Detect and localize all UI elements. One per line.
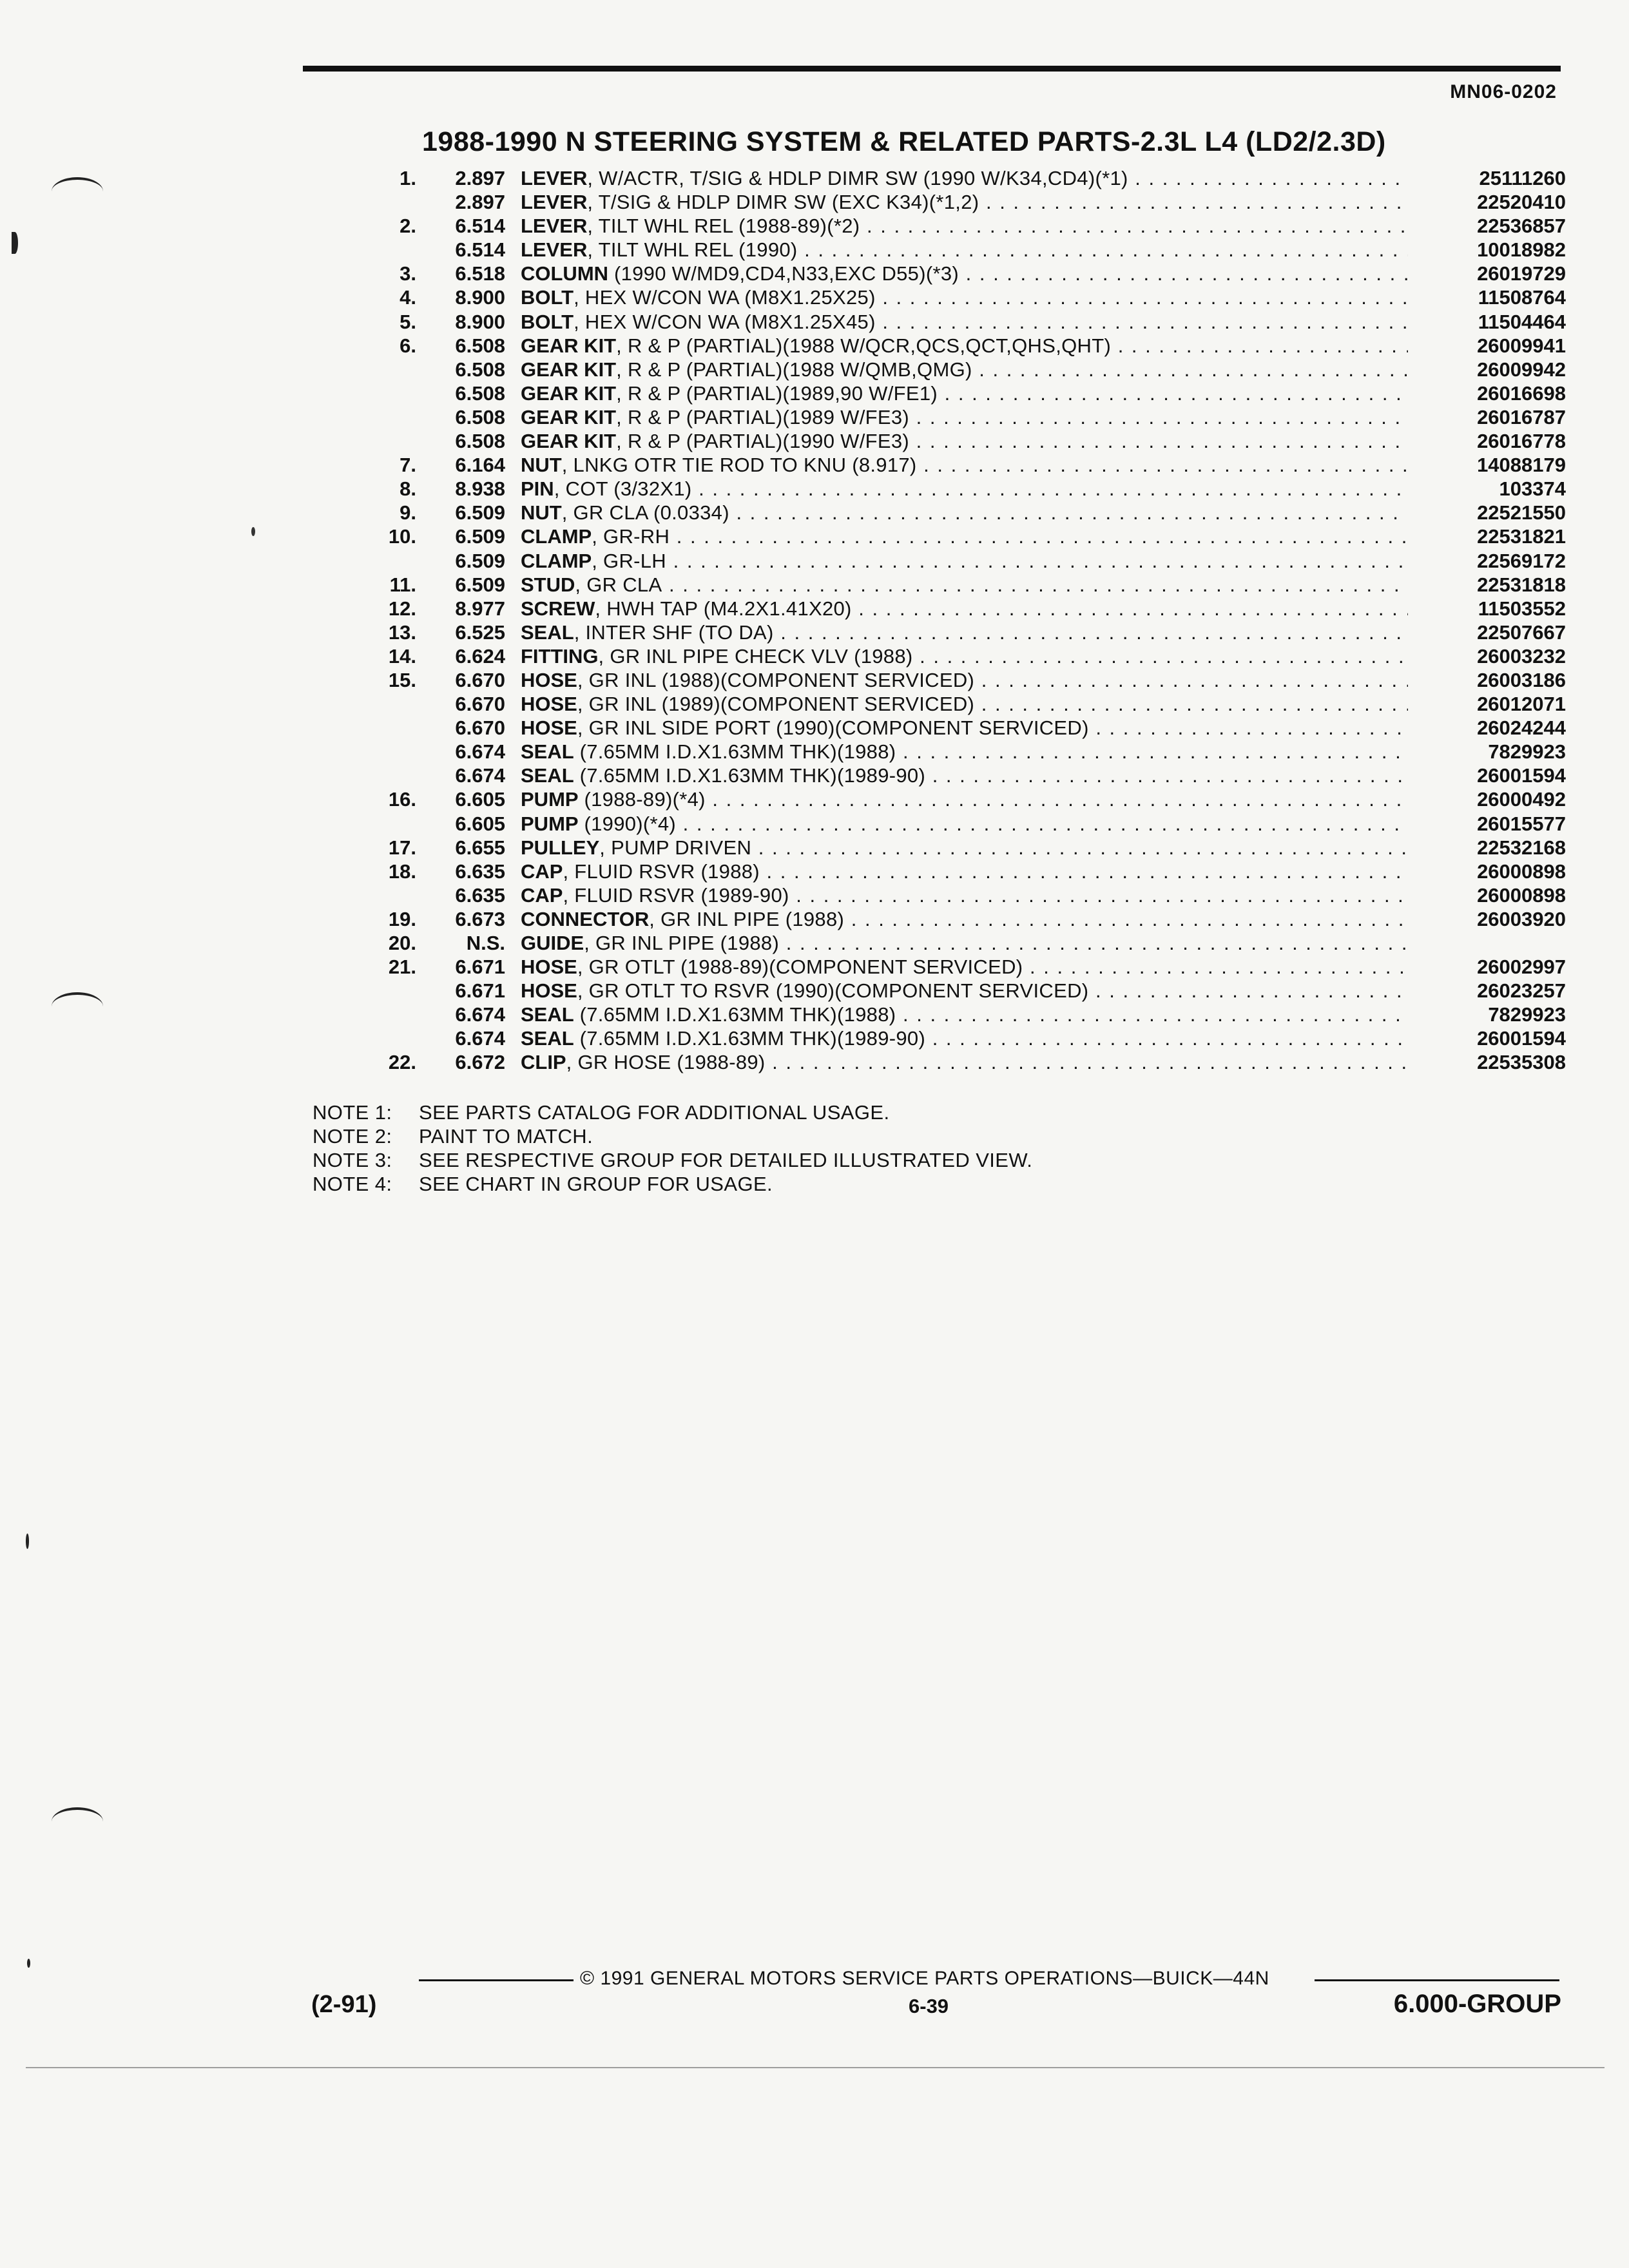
footer-page-number: 6-39 xyxy=(909,1995,949,2017)
ref-number: 5. xyxy=(400,310,416,333)
part-detail: , GR-LH xyxy=(592,549,666,572)
note-row xyxy=(313,1124,1032,1148)
part-detail: , R & P (PARTIAL)(1990 W/FE3) xyxy=(616,430,910,453)
part-name: PUMP xyxy=(521,788,579,811)
part-detail: , GR HOSE (1988-89) xyxy=(566,1051,766,1074)
parts-row xyxy=(361,285,1566,309)
part-detail: , HEX W/CON WA (M8X1.25X45) xyxy=(574,310,876,333)
note-text: SEE RESPECTIVE GROUP FOR DETAILED ILLUSTRATED VIEW. xyxy=(419,1149,1033,1171)
group-number: 6.509 xyxy=(455,549,505,572)
group-number: 8.977 xyxy=(455,597,505,620)
part-detail: , W/ACTR, T/SIG & HDLP DIMR SW (1990 W/K34,CD4)(*1) xyxy=(587,167,1128,189)
scan-speck xyxy=(27,1959,30,1968)
parts-row xyxy=(361,334,1566,358)
parts-row xyxy=(361,764,1566,787)
parts-row xyxy=(361,381,1566,405)
part-number: 26003232 xyxy=(1477,644,1566,668)
part-description xyxy=(521,405,1408,429)
part-description xyxy=(521,716,1408,740)
parts-row xyxy=(361,620,1566,644)
part-detail: , GR INL PIPE (1988) xyxy=(649,907,845,930)
part-detail: , TILT WHL REL (1990) xyxy=(587,238,798,262)
part-detail: , GR INL (1988)(COMPONENT SERVICED) xyxy=(577,668,975,691)
part-detail: , GR OTLT TO RSVR (1990)(COMPONENT SERVICED) xyxy=(577,979,1089,1003)
part-description xyxy=(521,860,1408,883)
parts-row xyxy=(361,190,1566,214)
group-number: 6.670 xyxy=(455,693,505,716)
part-number: 10018982 xyxy=(1477,238,1566,262)
part-number: 11508764 xyxy=(1478,286,1566,309)
part-name: CAP xyxy=(521,883,563,907)
note-label: NOTE 1: xyxy=(313,1101,392,1124)
part-detail: , LNKG OTR TIE ROD TO KNU (8.917) xyxy=(561,454,917,477)
part-name: BOLT xyxy=(521,310,574,333)
part-name: CONNECTOR xyxy=(521,907,650,930)
parts-row xyxy=(361,501,1566,524)
group-number: 6.525 xyxy=(455,620,505,644)
parts-row xyxy=(361,740,1566,764)
page-title: 1988-1990 N STEERING SYSTEM & RELATED PARTS-2.3L L4 (LD2/2.3D) xyxy=(422,126,1386,157)
part-name: LEVER xyxy=(521,215,588,238)
group-number: 6.674 xyxy=(455,740,505,764)
part-name: CLIP xyxy=(521,1051,566,1074)
part-detail: , GR INL (1989)(COMPONENT SERVICED) xyxy=(577,693,975,716)
part-name: HOSE xyxy=(521,668,577,691)
footer-copyright: © 1991 GENERAL MOTORS SERVICE PARTS OPERATIONS—BUICK—44N xyxy=(580,1968,1269,1989)
part-description xyxy=(521,836,1408,860)
ref-number: 11. xyxy=(389,573,416,596)
ref-number: 21. xyxy=(388,956,416,979)
part-description xyxy=(521,597,1408,620)
group-number: 6.509 xyxy=(455,573,505,596)
part-number: 22569172 xyxy=(1477,549,1566,572)
parts-row xyxy=(361,453,1566,477)
group-number: 6.514 xyxy=(455,238,505,262)
part-description xyxy=(521,262,1408,285)
part-detail: , GR INL PIPE (1988) xyxy=(584,932,780,954)
group-number: 6.635 xyxy=(455,860,505,883)
group-number: 6.672 xyxy=(455,1051,505,1074)
part-detail: (7.65MM I.D.X1.63MM THK)(1989-90) xyxy=(574,1027,926,1050)
parts-row xyxy=(361,166,1566,190)
part-number: 7829923 xyxy=(1488,740,1566,764)
ref-number: 3. xyxy=(400,262,416,285)
part-detail: (7.65MM I.D.X1.63MM THK)(1988) xyxy=(574,1003,896,1026)
group-number: 6.670 xyxy=(455,716,505,740)
part-description xyxy=(521,1050,1408,1074)
ref-number: 6. xyxy=(400,334,416,357)
part-name: BOLT xyxy=(521,286,574,309)
ref-number: 17. xyxy=(388,836,416,859)
binder-hole-mark xyxy=(52,992,103,1021)
note-text: SEE CHART IN GROUP FOR USAGE. xyxy=(419,1173,773,1195)
part-detail: , GR INL SIDE PORT (1990)(COMPONENT SERVICED) xyxy=(577,716,1089,740)
part-number: 26003920 xyxy=(1477,907,1566,930)
part-detail: , R & P (PARTIAL)(1989 W/FE3) xyxy=(616,405,910,428)
ref-number: 20. xyxy=(388,932,416,954)
part-name: SEAL xyxy=(521,620,574,644)
note-label: NOTE 4: xyxy=(313,1173,392,1195)
document-code: MN06-0202 xyxy=(1450,81,1557,102)
note-row xyxy=(313,1100,1032,1124)
part-name: HOSE xyxy=(521,716,577,740)
part-number: 26012071 xyxy=(1477,693,1566,716)
part-description xyxy=(521,285,1408,309)
group-number: 8.900 xyxy=(455,286,505,309)
group-number: 6.508 xyxy=(455,358,505,381)
ref-number: 1. xyxy=(400,167,416,189)
group-number: 6.674 xyxy=(455,764,505,787)
part-description xyxy=(521,453,1408,477)
part-description xyxy=(521,787,1408,811)
parts-row xyxy=(361,405,1566,429)
ref-number: 4. xyxy=(400,286,416,309)
group-number: 8.938 xyxy=(455,477,505,501)
part-number: 22531818 xyxy=(1477,573,1566,596)
ref-number: 7. xyxy=(400,454,416,477)
part-number: 25111260 xyxy=(1479,167,1566,189)
part-name: SEAL xyxy=(521,1027,574,1050)
part-number: 26009942 xyxy=(1477,358,1566,381)
parts-row xyxy=(361,860,1566,883)
part-name: COLUMN xyxy=(521,262,609,285)
footer-group: 6.000-GROUP xyxy=(1393,1990,1561,2018)
part-name: LEVER xyxy=(521,191,588,214)
part-description xyxy=(521,740,1408,764)
group-number: 6.509 xyxy=(455,525,505,548)
part-name: SCREW xyxy=(521,597,595,620)
note-label: NOTE 3: xyxy=(313,1149,392,1171)
part-name: GEAR KIT xyxy=(521,358,617,381)
group-number: 6.508 xyxy=(455,334,505,357)
parts-row xyxy=(361,262,1566,285)
part-detail: , GR CLA (0.0334) xyxy=(561,501,729,524)
parts-row xyxy=(361,1050,1566,1074)
ref-number: 9. xyxy=(400,501,416,524)
part-description xyxy=(521,524,1408,548)
group-number: 6.518 xyxy=(455,262,505,285)
part-number: 22532168 xyxy=(1477,836,1566,859)
parts-row xyxy=(361,477,1566,501)
part-detail: (1988-89)(*4) xyxy=(578,788,706,811)
part-detail: , HEX W/CON WA (M8X1.25X25) xyxy=(574,286,876,309)
part-number: 22521550 xyxy=(1477,501,1566,524)
part-name: PULLEY xyxy=(521,836,600,859)
part-description xyxy=(521,573,1408,597)
part-name: NUT xyxy=(521,454,562,477)
part-description xyxy=(521,166,1408,190)
part-detail: , GR INL PIPE CHECK VLV (1988) xyxy=(598,644,913,668)
scan-speck xyxy=(26,1533,29,1549)
ref-number: 12. xyxy=(388,597,416,620)
group-number: 6.605 xyxy=(455,788,505,811)
parts-row xyxy=(361,931,1566,955)
parts-row xyxy=(361,692,1566,716)
part-number: 26009941 xyxy=(1477,334,1566,357)
note-label: NOTE 2: xyxy=(313,1125,392,1148)
part-detail: , HWH TAP (M4.2X1.41X20) xyxy=(595,597,852,620)
part-detail: , R & P (PARTIAL)(1988 W/QMB,QMG) xyxy=(616,358,972,381)
part-detail: , T/SIG & HDLP DIMR SW (EXC K34)(*1,2) xyxy=(587,191,979,214)
part-description xyxy=(521,429,1408,453)
part-description xyxy=(521,812,1408,836)
group-number: 6.674 xyxy=(455,1027,505,1050)
group-number: 2.897 xyxy=(455,167,505,189)
part-description xyxy=(521,381,1408,405)
parts-row xyxy=(361,573,1566,597)
part-name: GUIDE xyxy=(521,932,584,954)
part-description xyxy=(521,501,1408,524)
parts-row xyxy=(361,358,1566,381)
part-number: 26024244 xyxy=(1477,716,1566,740)
part-description xyxy=(521,238,1408,262)
part-detail: , FLUID RSVR (1988) xyxy=(563,860,760,883)
part-number: 26016698 xyxy=(1477,381,1566,405)
group-number: 6.670 xyxy=(455,668,505,691)
note-text: PAINT TO MATCH. xyxy=(419,1125,593,1148)
part-detail: , GR OTLT (1988-89)(COMPONENT SERVICED) xyxy=(577,956,1023,979)
group-number: 6.655 xyxy=(455,836,505,859)
parts-row xyxy=(361,979,1566,1003)
parts-row xyxy=(361,955,1566,979)
scan-speck xyxy=(251,527,255,536)
part-detail: , TILT WHL REL (1988-89)(*2) xyxy=(587,215,860,238)
ref-number: 15. xyxy=(388,668,416,691)
part-description xyxy=(521,334,1408,358)
bottom-rule xyxy=(26,2067,1605,2068)
part-detail: (7.65MM I.D.X1.63MM THK)(1988) xyxy=(574,740,896,764)
parts-row xyxy=(361,238,1566,262)
part-name: LEVER xyxy=(521,167,588,189)
part-description xyxy=(521,477,1408,501)
footer-date-code: (2-91) xyxy=(311,1991,377,2018)
parts-row xyxy=(361,716,1566,740)
parts-row xyxy=(361,907,1566,931)
parts-row xyxy=(361,429,1566,453)
part-description xyxy=(521,907,1408,931)
part-name: GEAR KIT xyxy=(521,334,617,357)
parts-row xyxy=(361,644,1566,668)
part-name: GEAR KIT xyxy=(521,405,617,428)
part-description xyxy=(521,190,1408,214)
part-number: 26016778 xyxy=(1477,430,1566,453)
part-number: 26001594 xyxy=(1477,764,1566,787)
part-number: 26002997 xyxy=(1477,956,1566,979)
footer-rule-left xyxy=(419,1979,574,1981)
group-number: 6.624 xyxy=(455,644,505,668)
binder-hole-mark xyxy=(52,177,103,206)
part-detail: (1990 W/MD9,CD4,N33,EXC D55)(*3) xyxy=(608,262,959,285)
part-number: 22520410 xyxy=(1477,191,1566,214)
ref-number: 13. xyxy=(388,620,416,644)
parts-row xyxy=(361,597,1566,620)
part-description xyxy=(521,692,1408,716)
part-number: 26001594 xyxy=(1477,1027,1566,1050)
notes-section xyxy=(313,1100,1032,1196)
part-name: SEAL xyxy=(521,1003,574,1026)
part-name: SEAL xyxy=(521,740,574,764)
part-name: GEAR KIT xyxy=(521,381,617,405)
part-number: 22536857 xyxy=(1477,215,1566,238)
part-name: PIN xyxy=(521,477,554,501)
part-name: FITTING xyxy=(521,644,599,668)
parts-list xyxy=(361,166,1566,1075)
ref-number: 10. xyxy=(388,525,416,548)
parts-row xyxy=(361,1003,1566,1026)
part-number: 26003186 xyxy=(1477,668,1566,691)
part-description xyxy=(521,883,1408,907)
part-name: CAP xyxy=(521,860,563,883)
part-number: 7829923 xyxy=(1488,1003,1566,1026)
note-text: SEE PARTS CATALOG FOR ADDITIONAL USAGE. xyxy=(419,1101,890,1124)
part-number: 26016787 xyxy=(1477,405,1566,428)
ref-number: 19. xyxy=(388,907,416,930)
part-number: 26000898 xyxy=(1477,860,1566,883)
part-description xyxy=(521,214,1408,238)
group-number: 6.508 xyxy=(455,405,505,428)
part-detail: , GR-RH xyxy=(592,525,670,548)
part-detail: , PUMP DRIVEN xyxy=(599,836,752,859)
group-number: 6.509 xyxy=(455,501,505,524)
parts-row xyxy=(361,836,1566,860)
part-detail: , FLUID RSVR (1989-90) xyxy=(563,883,789,907)
scan-speck xyxy=(12,232,18,254)
footer-rule-right xyxy=(1315,1979,1559,1981)
parts-row xyxy=(361,883,1566,907)
parts-row xyxy=(361,812,1566,836)
group-number: 2.897 xyxy=(455,191,505,214)
part-detail: , INTER SHF (TO DA) xyxy=(574,620,774,644)
part-name: HOSE xyxy=(521,693,577,716)
part-description xyxy=(521,979,1408,1003)
part-description xyxy=(521,358,1408,381)
group-number: 6.671 xyxy=(455,956,505,979)
part-name: LEVER xyxy=(521,238,588,262)
part-number: 26019729 xyxy=(1477,262,1566,285)
part-description xyxy=(521,549,1408,573)
binder-hole-mark xyxy=(52,1807,103,1836)
parts-row xyxy=(361,787,1566,811)
group-number: 6.674 xyxy=(455,1003,505,1026)
part-number: 26000492 xyxy=(1477,788,1566,811)
part-description xyxy=(521,1003,1408,1026)
part-name: CLAMP xyxy=(521,525,592,548)
part-name: CLAMP xyxy=(521,549,592,572)
parts-row xyxy=(361,1026,1566,1050)
group-number: 6.508 xyxy=(455,430,505,453)
ref-number: 18. xyxy=(388,860,416,883)
group-number: 6.164 xyxy=(455,454,505,477)
parts-row xyxy=(361,310,1566,334)
group-number: N.S. xyxy=(466,932,505,954)
part-number: 22535308 xyxy=(1477,1051,1566,1074)
part-name: PUMP xyxy=(521,812,579,835)
ref-number: 16. xyxy=(388,788,416,811)
parts-row xyxy=(361,549,1566,573)
part-description xyxy=(521,1026,1408,1050)
note-row xyxy=(313,1148,1032,1172)
group-number: 8.900 xyxy=(455,310,505,333)
parts-row xyxy=(361,668,1566,692)
ref-number: 8. xyxy=(400,477,416,501)
group-number: 6.508 xyxy=(455,381,505,405)
group-number: 6.673 xyxy=(455,907,505,930)
parts-row xyxy=(361,524,1566,548)
part-detail: , R & P (PARTIAL)(1989,90 W/FE1) xyxy=(616,381,938,405)
part-detail: , R & P (PARTIAL)(1988 W/QCR,QCS,QCT,QHS,QHT) xyxy=(616,334,1112,357)
part-number: 11503552 xyxy=(1478,597,1566,620)
part-detail: (1990)(*4) xyxy=(578,812,677,835)
ref-number: 2. xyxy=(400,215,416,238)
part-description xyxy=(521,620,1408,644)
part-description xyxy=(521,668,1408,692)
part-name: STUD xyxy=(521,573,575,596)
part-number: 26023257 xyxy=(1477,979,1566,1003)
part-name: NUT xyxy=(521,501,562,524)
group-number: 6.514 xyxy=(455,215,505,238)
note-row xyxy=(313,1172,1032,1196)
part-name: HOSE xyxy=(521,956,577,979)
part-detail: , COT (3/32X1) xyxy=(554,477,692,501)
part-description xyxy=(521,764,1408,787)
part-number: 22507667 xyxy=(1477,620,1566,644)
group-number: 6.605 xyxy=(455,812,505,835)
ref-number: 14. xyxy=(388,644,416,668)
part-name: GEAR KIT xyxy=(521,430,617,453)
group-number: 6.635 xyxy=(455,883,505,907)
part-number: 14088179 xyxy=(1477,454,1566,477)
parts-row xyxy=(361,214,1566,238)
part-number: 26015577 xyxy=(1477,812,1566,835)
part-number: 26000898 xyxy=(1477,883,1566,907)
part-description xyxy=(521,955,1408,979)
part-number: 103374 xyxy=(1499,477,1566,501)
part-detail: (7.65MM I.D.X1.63MM THK)(1989-90) xyxy=(574,764,926,787)
part-description xyxy=(521,644,1408,668)
part-number: 11504464 xyxy=(1478,310,1566,333)
part-description xyxy=(521,931,1408,955)
part-description xyxy=(521,310,1408,334)
part-number: 22531821 xyxy=(1477,525,1566,548)
ref-number: 22. xyxy=(388,1051,416,1074)
part-detail: , GR CLA xyxy=(575,573,662,596)
group-number: 6.671 xyxy=(455,979,505,1003)
part-name: HOSE xyxy=(521,979,577,1003)
part-name: SEAL xyxy=(521,764,574,787)
top-rule xyxy=(303,66,1561,72)
